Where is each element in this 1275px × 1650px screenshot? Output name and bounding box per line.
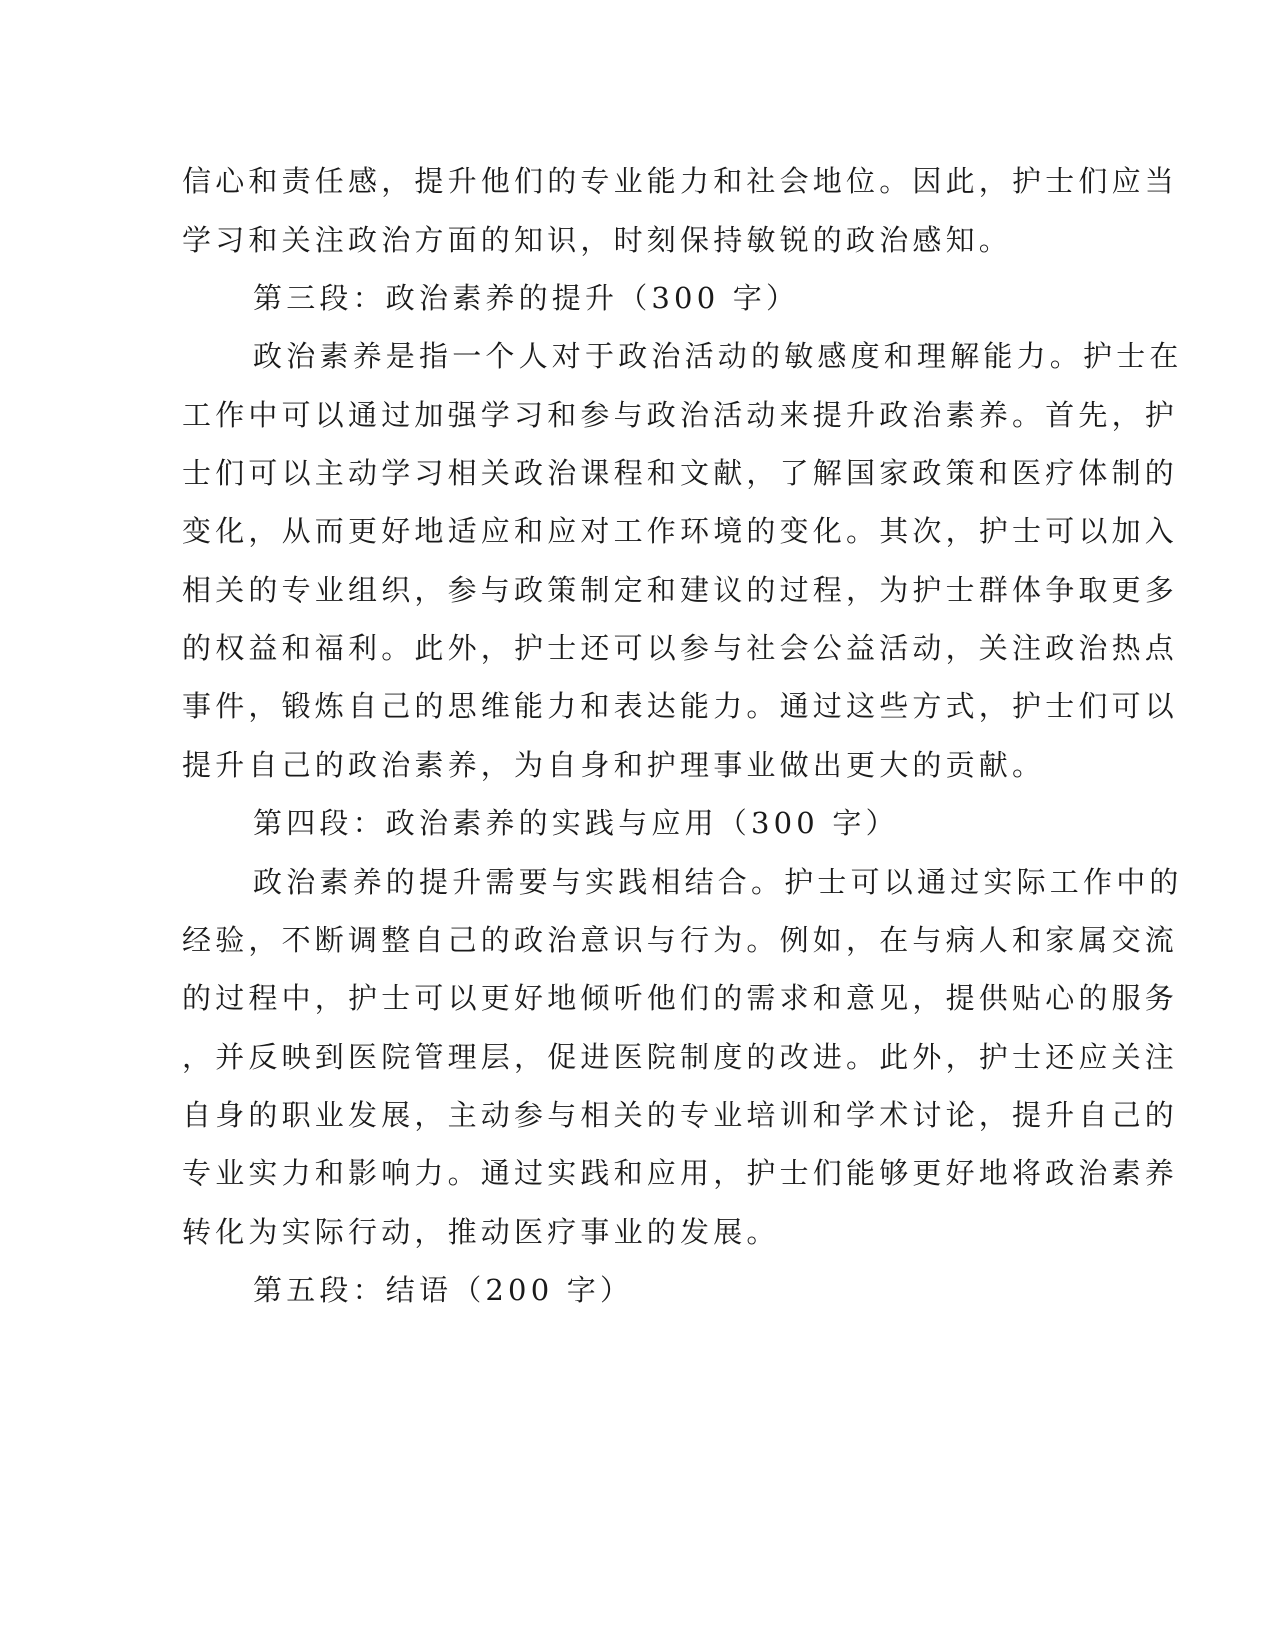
body-text-line: 转化为实际行动，推动医疗事业的发展。 [182, 1215, 780, 1249]
body-text-line: 事件，锻炼自己的思维能力和表达能力。通过这些方式，护士们可以 [182, 689, 1179, 723]
body-text-line: 自身的职业发展，主动参与相关的专业培训和学术讨论，提升自己的 [182, 1098, 1179, 1132]
body-text-line: 专业实力和影响力。通过实践和应用，护士们能够更好地将政治素养 [182, 1156, 1179, 1190]
body-text-line: 学习和关注政治方面的知识，时刻保持敏锐的政治感知。 [182, 223, 1013, 257]
body-text-line: 政治素养的提升需要与实践相结合。护士可以通过实际工作中的 [253, 865, 1183, 899]
body-text-line: 政治素养是指一个人对于政治活动的敏感度和理解能力。护士在 [253, 339, 1183, 373]
section-heading: 第四段：政治素养的实践与应用（300 字） [253, 806, 899, 840]
body-text-line: 的权益和福利。此外，护士还可以参与社会公益活动，关注政治热点 [182, 631, 1179, 665]
body-text-line: 变化，从而更好地适应和应对工作环境的变化。其次，护士可以加入 [182, 514, 1179, 548]
body-text-line: 经验，不断调整自己的政治意识与行为。例如，在与病人和家属交流 [182, 923, 1179, 957]
body-text-line: 的过程中，护士可以更好地倾听他们的需求和意见，提供贴心的服务 [182, 981, 1179, 1015]
body-text-line: 士们可以主动学习相关政治课程和文献，了解国家政策和医疗体制的 [182, 456, 1179, 490]
body-text-line: 工作中可以通过加强学习和参与政治活动来提升政治素养。首先，护 [182, 398, 1179, 432]
section-heading: 第五段：结语（200 字） [253, 1273, 634, 1307]
body-text-line: 相关的专业组织，参与政策制定和建议的过程，为护士群体争取更多 [182, 573, 1179, 607]
body-text-line: 提升自己的政治素养，为自身和护理事业做出更大的贡献。 [182, 748, 1046, 782]
section-heading: 第三段：政治素养的提升（300 字） [253, 281, 800, 315]
body-text-line: ，并反映到医院管理层，促进医院制度的改进。此外，护士还应关注 [182, 1040, 1179, 1074]
body-text-line: 信心和责任感，提升他们的专业能力和社会地位。因此，护士们应当 [182, 164, 1179, 198]
